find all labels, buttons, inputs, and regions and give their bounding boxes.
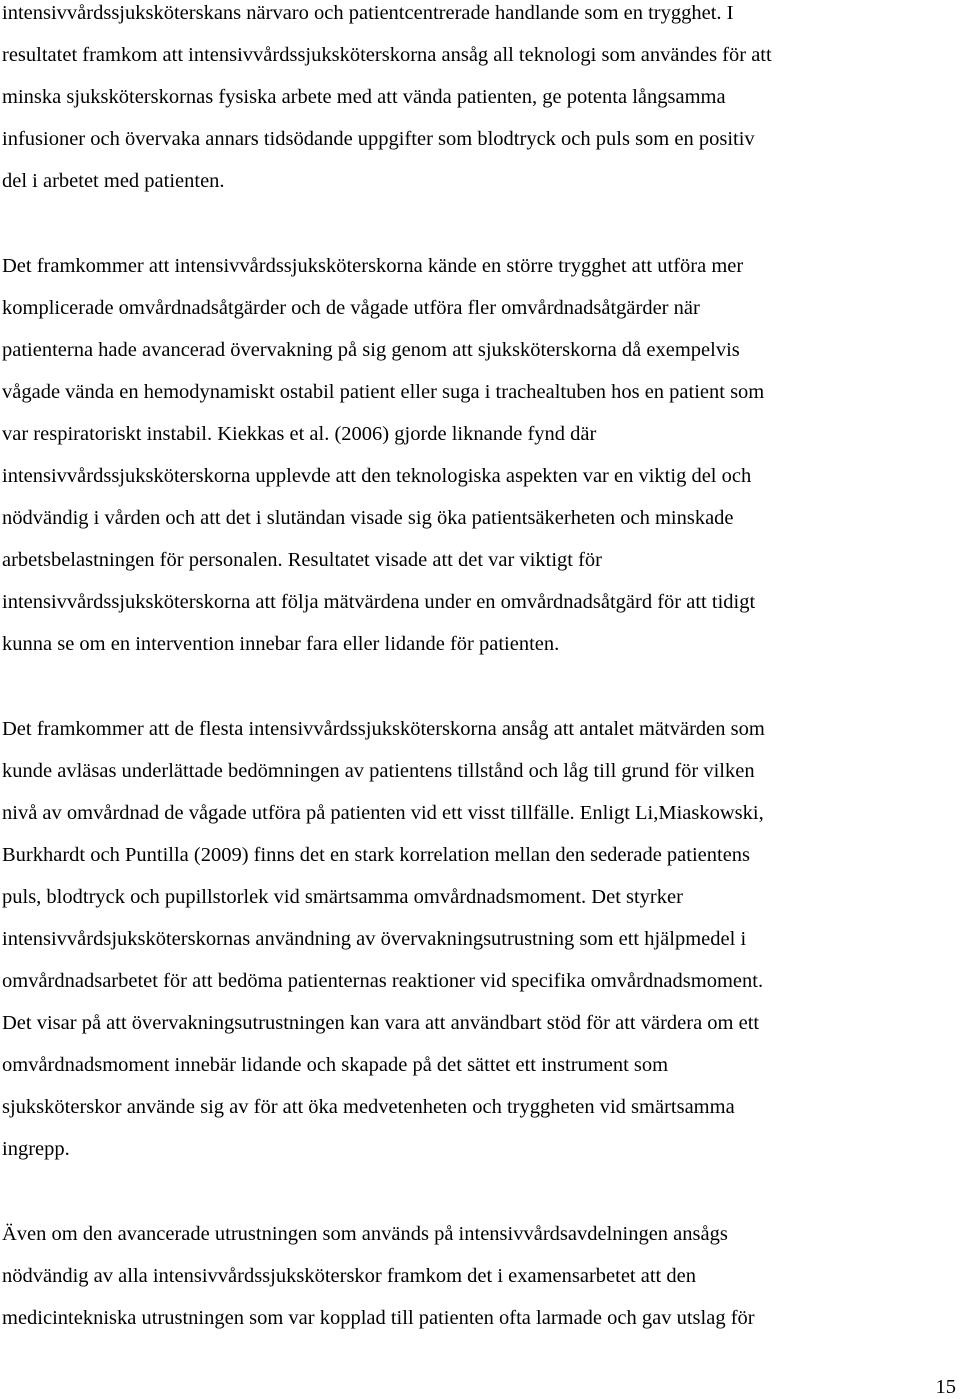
text-line: nivå av omvårdnad de vågade utföra på patienten vid ett visst tillfälle. Enligt Li,Miaskowski, (2, 802, 764, 824)
text-line: komplicerade omvårdnadsåtgärder och de vågade utföra fler omvårdnadsåtgärder när (2, 297, 700, 319)
text-line: Det framkommer att intensivvårdssjuksköterskorna kände en större trygghet att utföra mer (2, 255, 744, 277)
text-line: omvårdnadsarbetet för att bedöma patienternas reaktioner vid specifika omvårdnadsmoment. (2, 970, 764, 992)
text-line: medicintekniska utrustningen som var kopplad till patienten ofta larmade och gav utslag för (2, 1307, 755, 1329)
text-line: omvårdnadsmoment innebär lidande och skapade på det sättet ett instrument som (2, 1054, 669, 1076)
text-line: Burkhardt och Puntilla (2009) finns det en stark korrelation mellan den sederade patientens (2, 844, 751, 866)
text-line: infusioner och övervaka annars tidsödande uppgifter som blodtryck och puls som en positiv (2, 128, 755, 150)
text-line: Det framkommer att de flesta intensivvårdssjuksköterskorna ansåg att antalet mätvärden som (2, 718, 765, 740)
text-line: puls, blodtryck och pupillstorlek vid smärtsamma omvårdnadsmoment. Det styrker (2, 886, 683, 908)
text-line: ingrepp. (2, 1138, 70, 1160)
text-line: intensivvårdsjuksköterskornas användning av övervakningsutrustning som ett hjälpmedel i (2, 928, 747, 950)
text-line: nödvändig i vården och att det i slutändan visade sig öka patientsäkerheten och minskade (2, 507, 734, 529)
text-line: var respiratoriskt instabil. Kiekkas et al. (2006) gjorde liknande fynd där (2, 423, 597, 445)
text-line: del i arbetet med patienten. (2, 170, 225, 192)
text-line: sjuksköterskor använde sig av för att öka medvetenheten och tryggheten vid smärtsamma (2, 1096, 735, 1118)
text-line: kunde avläsas underlättade bedömningen av patientens tillstånd och låg till grund för vilken (2, 760, 755, 782)
text-line: intensivvårdssjuksköterskorna att följa mätvärdena under en omvårdnadsåtgärd för att tidigt (2, 591, 756, 613)
text-line: nödvändig av alla intensivvårdssjuksköterskor framkom det i examensarbetet att den (2, 1265, 696, 1287)
text-line: arbetsbelastningen för personalen. Resultatet visade att det var viktigt för (2, 549, 603, 571)
text-line: intensivvårdssjuksköterskorna upplevde att den teknologiska aspekten var en viktig del och (2, 465, 752, 487)
text-line: Det visar på att övervakningsutrustningen kan vara att användbart stöd för att värdera om ett (2, 1012, 760, 1034)
text-line: intensivvårdssjuksköterskans närvaro och patientcentrerade handlande som en trygghet. I (2, 2, 734, 24)
text-line: minska sjuksköterskornas fysiska arbete med att vända patienten, ge potenta långsamma (2, 86, 726, 108)
text-line: patienterna hade avancerad övervakning på sig genom att sjuksköterskorna då exempelvis (2, 339, 740, 361)
text-line: resultatet framkom att intensivvårdssjuksköterskorna ansåg all teknologi som användes för att (2, 44, 772, 66)
text-line: Även om den avancerade utrustningen som används på intensivvårdsavdelningen ansågs (2, 1223, 728, 1245)
text-line: vågade vända en hemodynamiskt ostabil patient eller suga i trachealtuben hos en patient som (2, 381, 765, 403)
text-line: kunna se om en intervention innebar fara eller lidande för patienten. (2, 633, 560, 655)
page-number: 15 (935, 1376, 956, 1398)
